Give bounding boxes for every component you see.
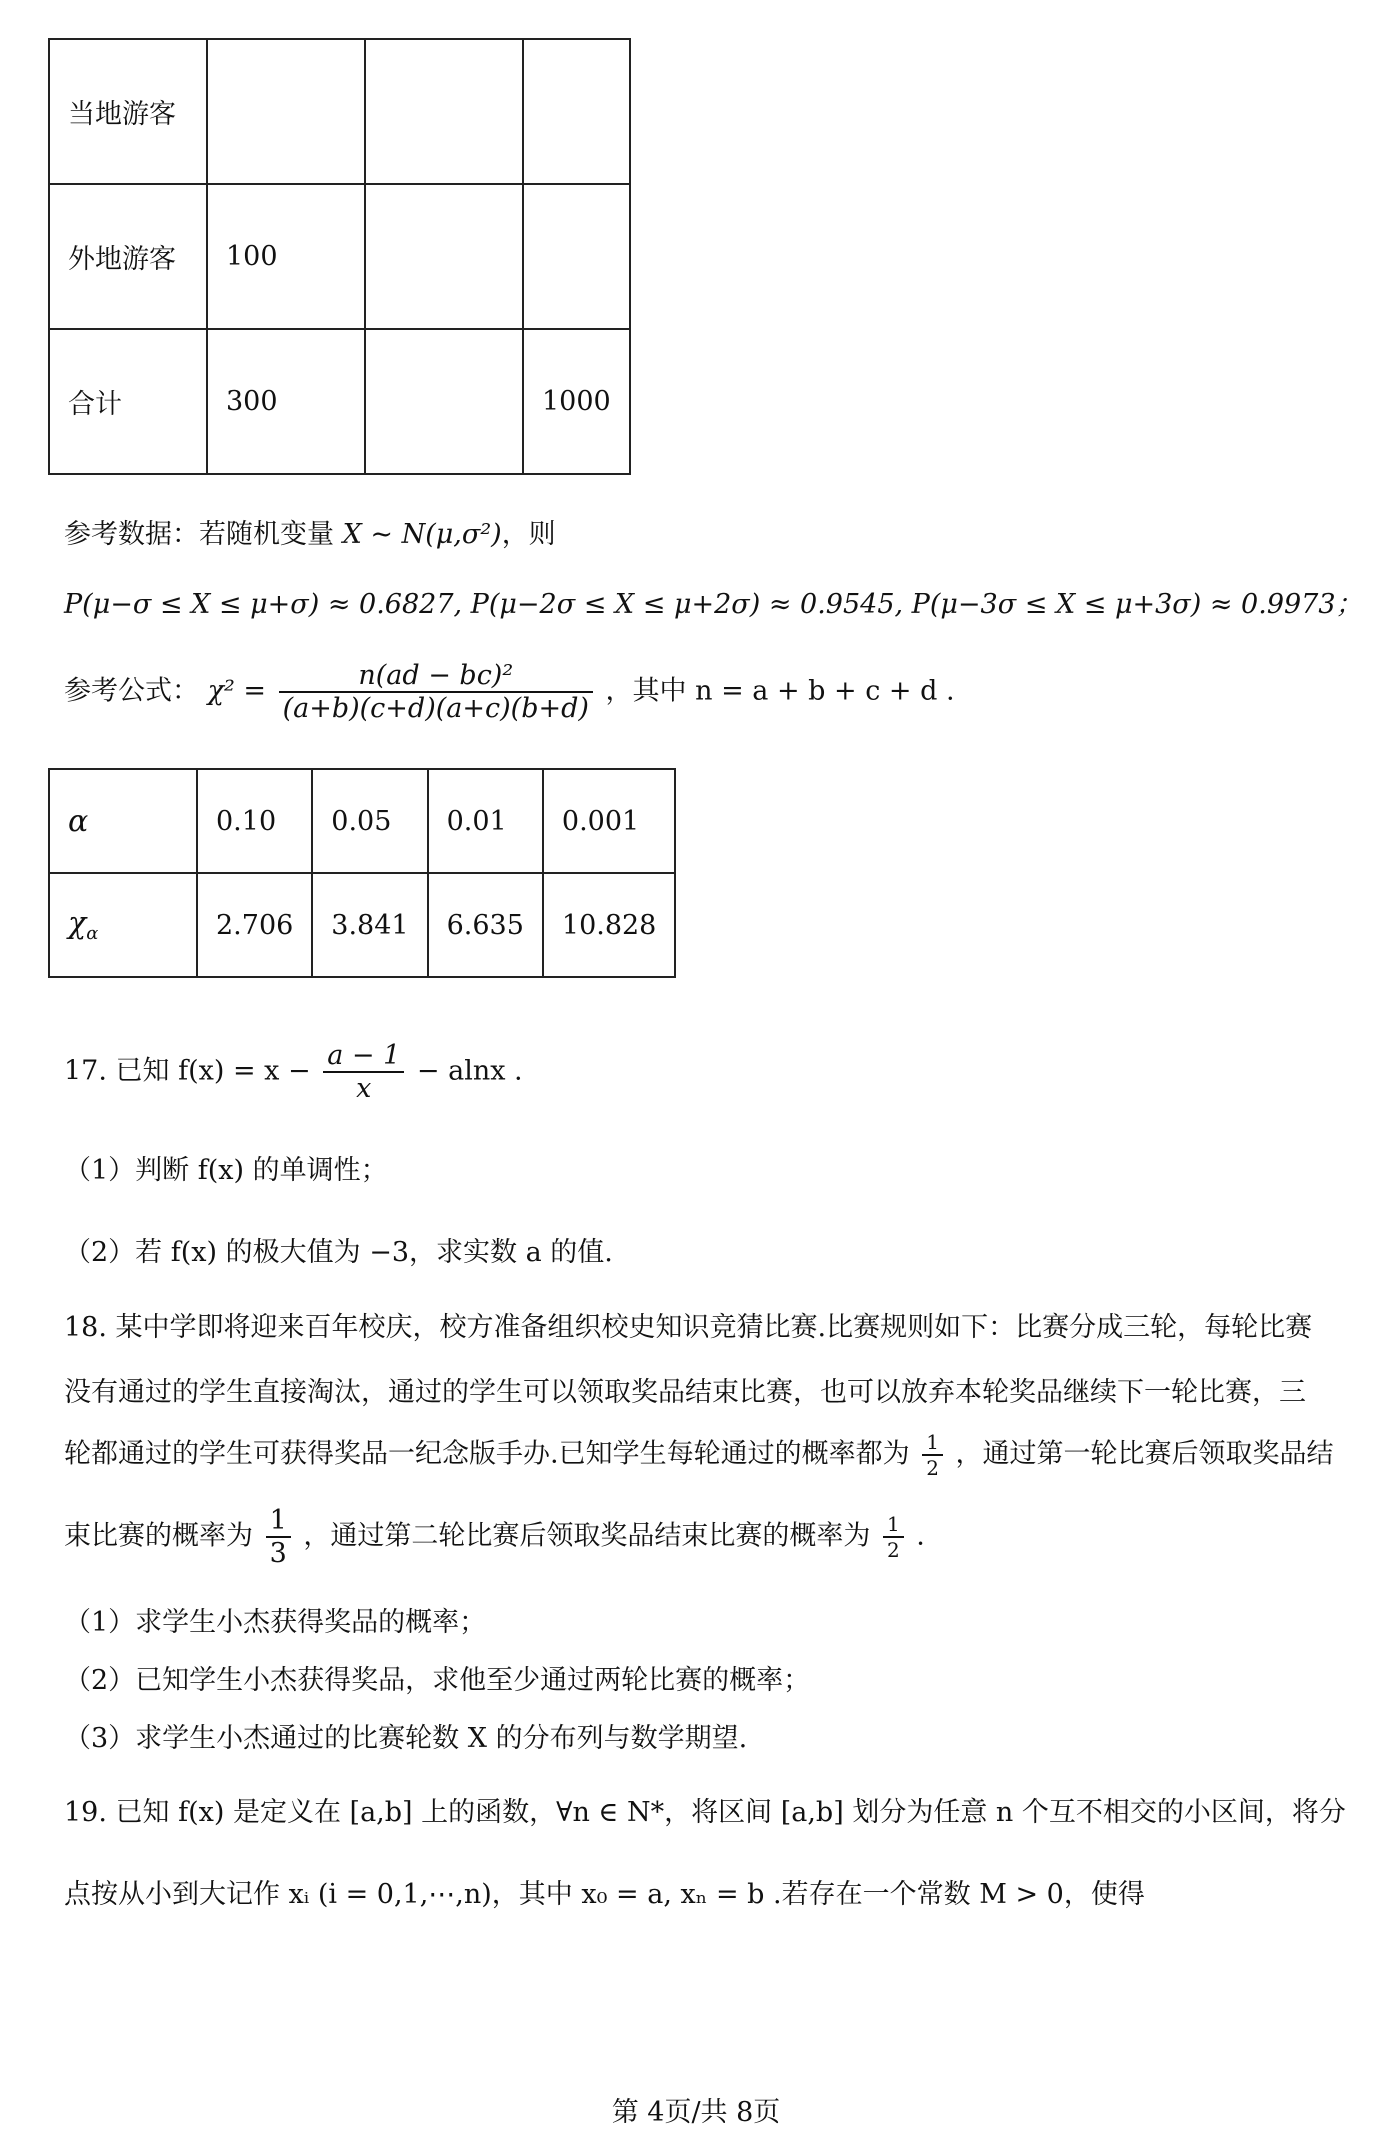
table-cell: 0.01 bbox=[428, 769, 543, 873]
q18-part1: （1）求学生小杰获得奖品的概率； bbox=[64, 1607, 487, 1638]
table-cell: 1000 bbox=[523, 329, 630, 474]
q19-line1: 19. 已知 f(x) 是定义在 [a,b] 上的函数，∀n ∈ N*，将区间 [a,b] 划分为任意 n 个互不相交的小区间，将分 bbox=[64, 1797, 1346, 1828]
table-cell: 0.05 bbox=[312, 769, 427, 873]
q17-part1: （1）判断 f(x) 的单调性； bbox=[64, 1155, 388, 1186]
table-cell bbox=[207, 39, 365, 184]
table-cell: 0.10 bbox=[197, 769, 312, 873]
table-cell: 10.828 bbox=[543, 873, 675, 977]
q17-part2: （2）若 f(x) 的极大值为 −3，求实数 a 的值. bbox=[64, 1237, 613, 1268]
third-denominator: 3 bbox=[266, 1536, 291, 1569]
chi-square-lhs: χ² = bbox=[207, 675, 266, 707]
contingency-table bbox=[48, 38, 631, 475]
third-numerator: 1 bbox=[269, 1505, 287, 1536]
q18-part3: （3）求学生小杰通过的比赛轮数 X 的分布列与数学期望. bbox=[64, 1723, 748, 1754]
q17-stem bbox=[64, 1040, 523, 1104]
q17-fraction bbox=[323, 1040, 404, 1104]
table-cell: 100 bbox=[207, 184, 365, 329]
table-cell: 0.001 bbox=[543, 769, 675, 873]
table-cell: 2.706 bbox=[197, 873, 312, 977]
q18-line3 bbox=[64, 1430, 1334, 1480]
table-cell bbox=[365, 184, 523, 329]
q18-line3-pre: 轮都通过的学生可获得奖品一纪念版手办.已知学生每轮通过的概率都为 bbox=[64, 1438, 910, 1470]
half-denominator: 2 bbox=[883, 1536, 904, 1562]
chi-square-denominator: (a+b)(c+d)(a+c)(b+d) bbox=[279, 691, 593, 724]
alpha-header: α bbox=[49, 769, 197, 873]
table-row bbox=[49, 184, 630, 329]
q18-line3-post: ，通过第一轮比赛后领取奖品结 bbox=[955, 1438, 1334, 1470]
reference-data-then: ，则 bbox=[501, 519, 556, 550]
table-cell bbox=[523, 39, 630, 184]
page-footer: 第 4页/共 8页 bbox=[611, 2097, 781, 2128]
q17-denominator: x bbox=[323, 1071, 404, 1104]
chi-symbol: χ bbox=[68, 906, 87, 941]
table-row bbox=[49, 39, 630, 184]
q17-stem-post: − alnx . bbox=[416, 1055, 523, 1087]
row-label: 合计 bbox=[49, 329, 207, 474]
half-numerator: 1 bbox=[886, 1512, 900, 1536]
table-cell: 3.841 bbox=[312, 873, 427, 977]
reference-formula-line bbox=[64, 660, 955, 724]
normal-probabilities: P(μ−σ ≤ X ≤ μ+σ) ≈ 0.6827, P(μ−2σ ≤ X ≤ μ+2σ) ≈ 0.9545, P(μ−3σ ≤ X ≤ μ+3σ) ≈ 0.9973； bbox=[64, 589, 1363, 620]
half-numerator: 1 bbox=[926, 1430, 939, 1454]
q18-line2: 没有通过的学生直接淘汰，通过的学生可以领取奖品结束比赛，也可以放弃本轮奖品继续下一轮比赛，三 bbox=[64, 1377, 1306, 1408]
row-label: 当地游客 bbox=[49, 39, 207, 184]
chi-square-fraction bbox=[279, 660, 593, 724]
q18-part2: （2）已知学生小杰获得奖品，求他至少通过两轮比赛的概率； bbox=[64, 1665, 811, 1696]
table-cell: 300 bbox=[207, 329, 365, 474]
q18-line4 bbox=[64, 1505, 925, 1569]
half-denominator: 2 bbox=[922, 1454, 943, 1480]
q17-numerator: a − 1 bbox=[327, 1040, 401, 1071]
fraction-one-half bbox=[922, 1430, 943, 1480]
reference-formula-label: 参考公式： bbox=[64, 675, 199, 707]
table-cell bbox=[365, 329, 523, 474]
reference-data-label: 参考数据：若随机变量 bbox=[64, 519, 334, 550]
q17-stem-pre: 17. 已知 f(x) = x − bbox=[64, 1055, 311, 1087]
table-cell bbox=[523, 184, 630, 329]
q18-line4-post: . bbox=[916, 1520, 925, 1552]
alpha-subscript: α bbox=[86, 923, 99, 944]
critical-value-table bbox=[48, 768, 676, 978]
reference-data-line bbox=[64, 512, 556, 551]
table-row bbox=[49, 329, 630, 474]
fraction-one-half-2 bbox=[883, 1512, 904, 1562]
chi-alpha-header bbox=[49, 873, 197, 977]
q18-line4-pre: 束比赛的概率为 bbox=[64, 1520, 253, 1552]
table-cell: 6.635 bbox=[428, 873, 543, 977]
table-row bbox=[49, 769, 675, 873]
row-label: 外地游客 bbox=[49, 184, 207, 329]
chi-square-numerator: n(ad − bc)² bbox=[358, 660, 514, 691]
q18-line4-mid: ，通过第二轮比赛后领取奖品结束比赛的概率为 bbox=[303, 1520, 871, 1552]
table-row bbox=[49, 873, 675, 977]
q18-line1: 18. 某中学即将迎来百年校庆，校方准备组织校史知识竞猜比赛.比赛规则如下：比赛分成三轮，每轮比赛 bbox=[64, 1312, 1313, 1343]
distribution-expression: X ~ N(μ,σ²) bbox=[342, 519, 502, 550]
q19-line2: 点按从小到大记作 xᵢ (i = 0,1,⋯,n)，其中 x₀ = a, xₙ = b .若存在一个常数 M > 0，使得 bbox=[64, 1879, 1145, 1910]
table-cell bbox=[365, 39, 523, 184]
chi-square-tail: ，其中 n = a + b + c + d . bbox=[605, 675, 955, 707]
fraction-one-third bbox=[266, 1505, 291, 1569]
